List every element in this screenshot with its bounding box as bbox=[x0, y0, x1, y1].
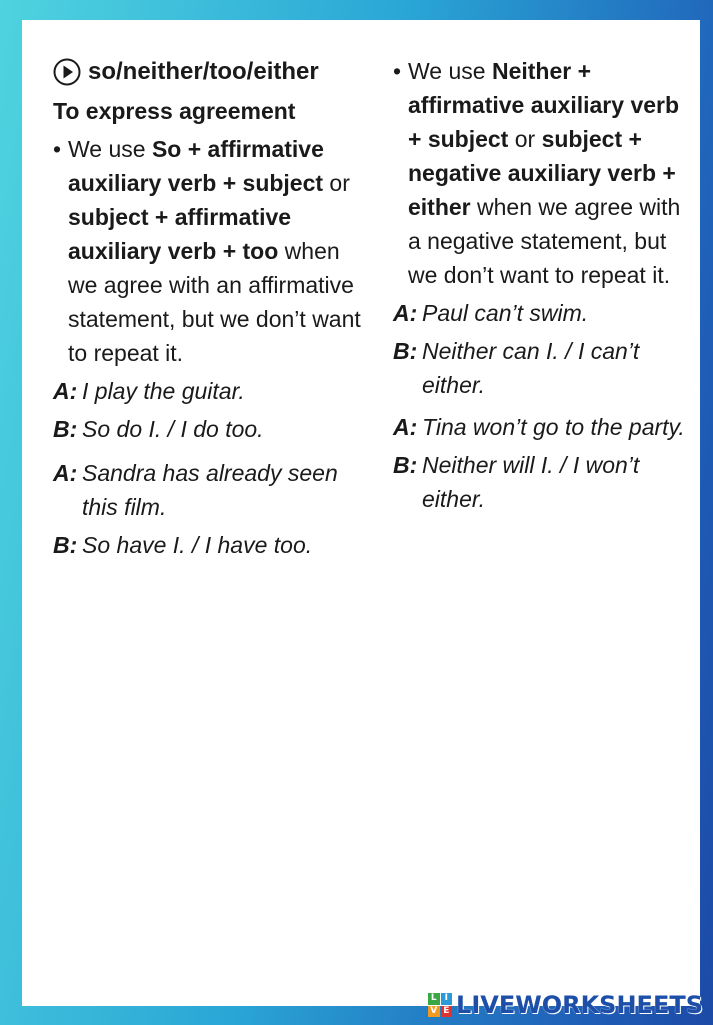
left-column bbox=[53, 54, 363, 562]
worksheet-card bbox=[22, 20, 700, 1006]
speaker-label: B: bbox=[393, 338, 418, 364]
rule-text: or bbox=[323, 170, 350, 196]
bullet-point: • bbox=[393, 58, 402, 84]
right-column bbox=[393, 54, 693, 516]
example-text: Neither will I. / I won’t either. bbox=[422, 452, 640, 512]
rule-neither-either bbox=[393, 54, 693, 292]
rule-text: We use bbox=[408, 58, 492, 84]
speaker-label: A: bbox=[393, 300, 418, 326]
logo-letter: V bbox=[428, 1006, 440, 1018]
live-logo-icon bbox=[428, 993, 452, 1017]
play-circle-icon[interactable] bbox=[53, 58, 81, 86]
example-line bbox=[393, 334, 693, 402]
section-heading bbox=[53, 54, 363, 90]
speaker-label: A: bbox=[53, 378, 78, 404]
rule-text: when we agree with an affirmative statement, but we don’t want to repeat it. bbox=[68, 238, 361, 366]
bullet-point: • bbox=[53, 136, 62, 162]
example-text: So do I. / I do too. bbox=[82, 416, 264, 442]
logo-letter: E bbox=[441, 1006, 453, 1018]
speaker-label: A: bbox=[393, 414, 418, 440]
example-line bbox=[393, 448, 693, 516]
speaker-label: B: bbox=[53, 416, 78, 442]
example-line bbox=[393, 296, 693, 330]
example-line bbox=[53, 374, 363, 408]
logo-wordmark: LIVEWORKSHEETS bbox=[456, 991, 703, 1019]
section-subtitle: To express agreement bbox=[53, 98, 296, 124]
example-line bbox=[393, 410, 693, 444]
rule-formula: Neither + affirmative auxiliary verb + subject bbox=[408, 58, 680, 152]
rule-text: or bbox=[508, 126, 542, 152]
example-text: I play the guitar. bbox=[82, 378, 245, 404]
example-text: Neither can I. / I can’t either. bbox=[422, 338, 640, 398]
liveworksheets-logo[interactable] bbox=[428, 991, 703, 1019]
rule-text: We use bbox=[68, 136, 152, 162]
rule-formula: subject + affirmative auxiliary verb + too bbox=[68, 204, 292, 264]
logo-letter: I bbox=[441, 993, 453, 1005]
example-line bbox=[53, 456, 363, 524]
speaker-label: B: bbox=[53, 532, 78, 558]
speaker-label: B: bbox=[393, 452, 418, 478]
example-text: Paul can’t swim. bbox=[422, 300, 589, 326]
section-title: so/neither/too/either bbox=[88, 58, 319, 85]
rule-formula: subject + negative auxiliary verb + either bbox=[408, 126, 676, 220]
logo-letter: L bbox=[428, 993, 440, 1005]
rule-formula: So + affirmative auxiliary verb + subject bbox=[68, 136, 324, 196]
example-line bbox=[53, 412, 363, 446]
rule-text: when we agree with a negative statement, but we don’t want to repeat it. bbox=[408, 194, 681, 288]
example-text: Sandra has already seen this film. bbox=[82, 460, 338, 520]
speaker-label: A: bbox=[53, 460, 78, 486]
example-text: So have I. / I have too. bbox=[82, 532, 313, 558]
rule-so-too bbox=[53, 132, 363, 370]
example-text: Tina won’t go to the party. bbox=[422, 414, 685, 440]
example-line bbox=[53, 528, 363, 562]
